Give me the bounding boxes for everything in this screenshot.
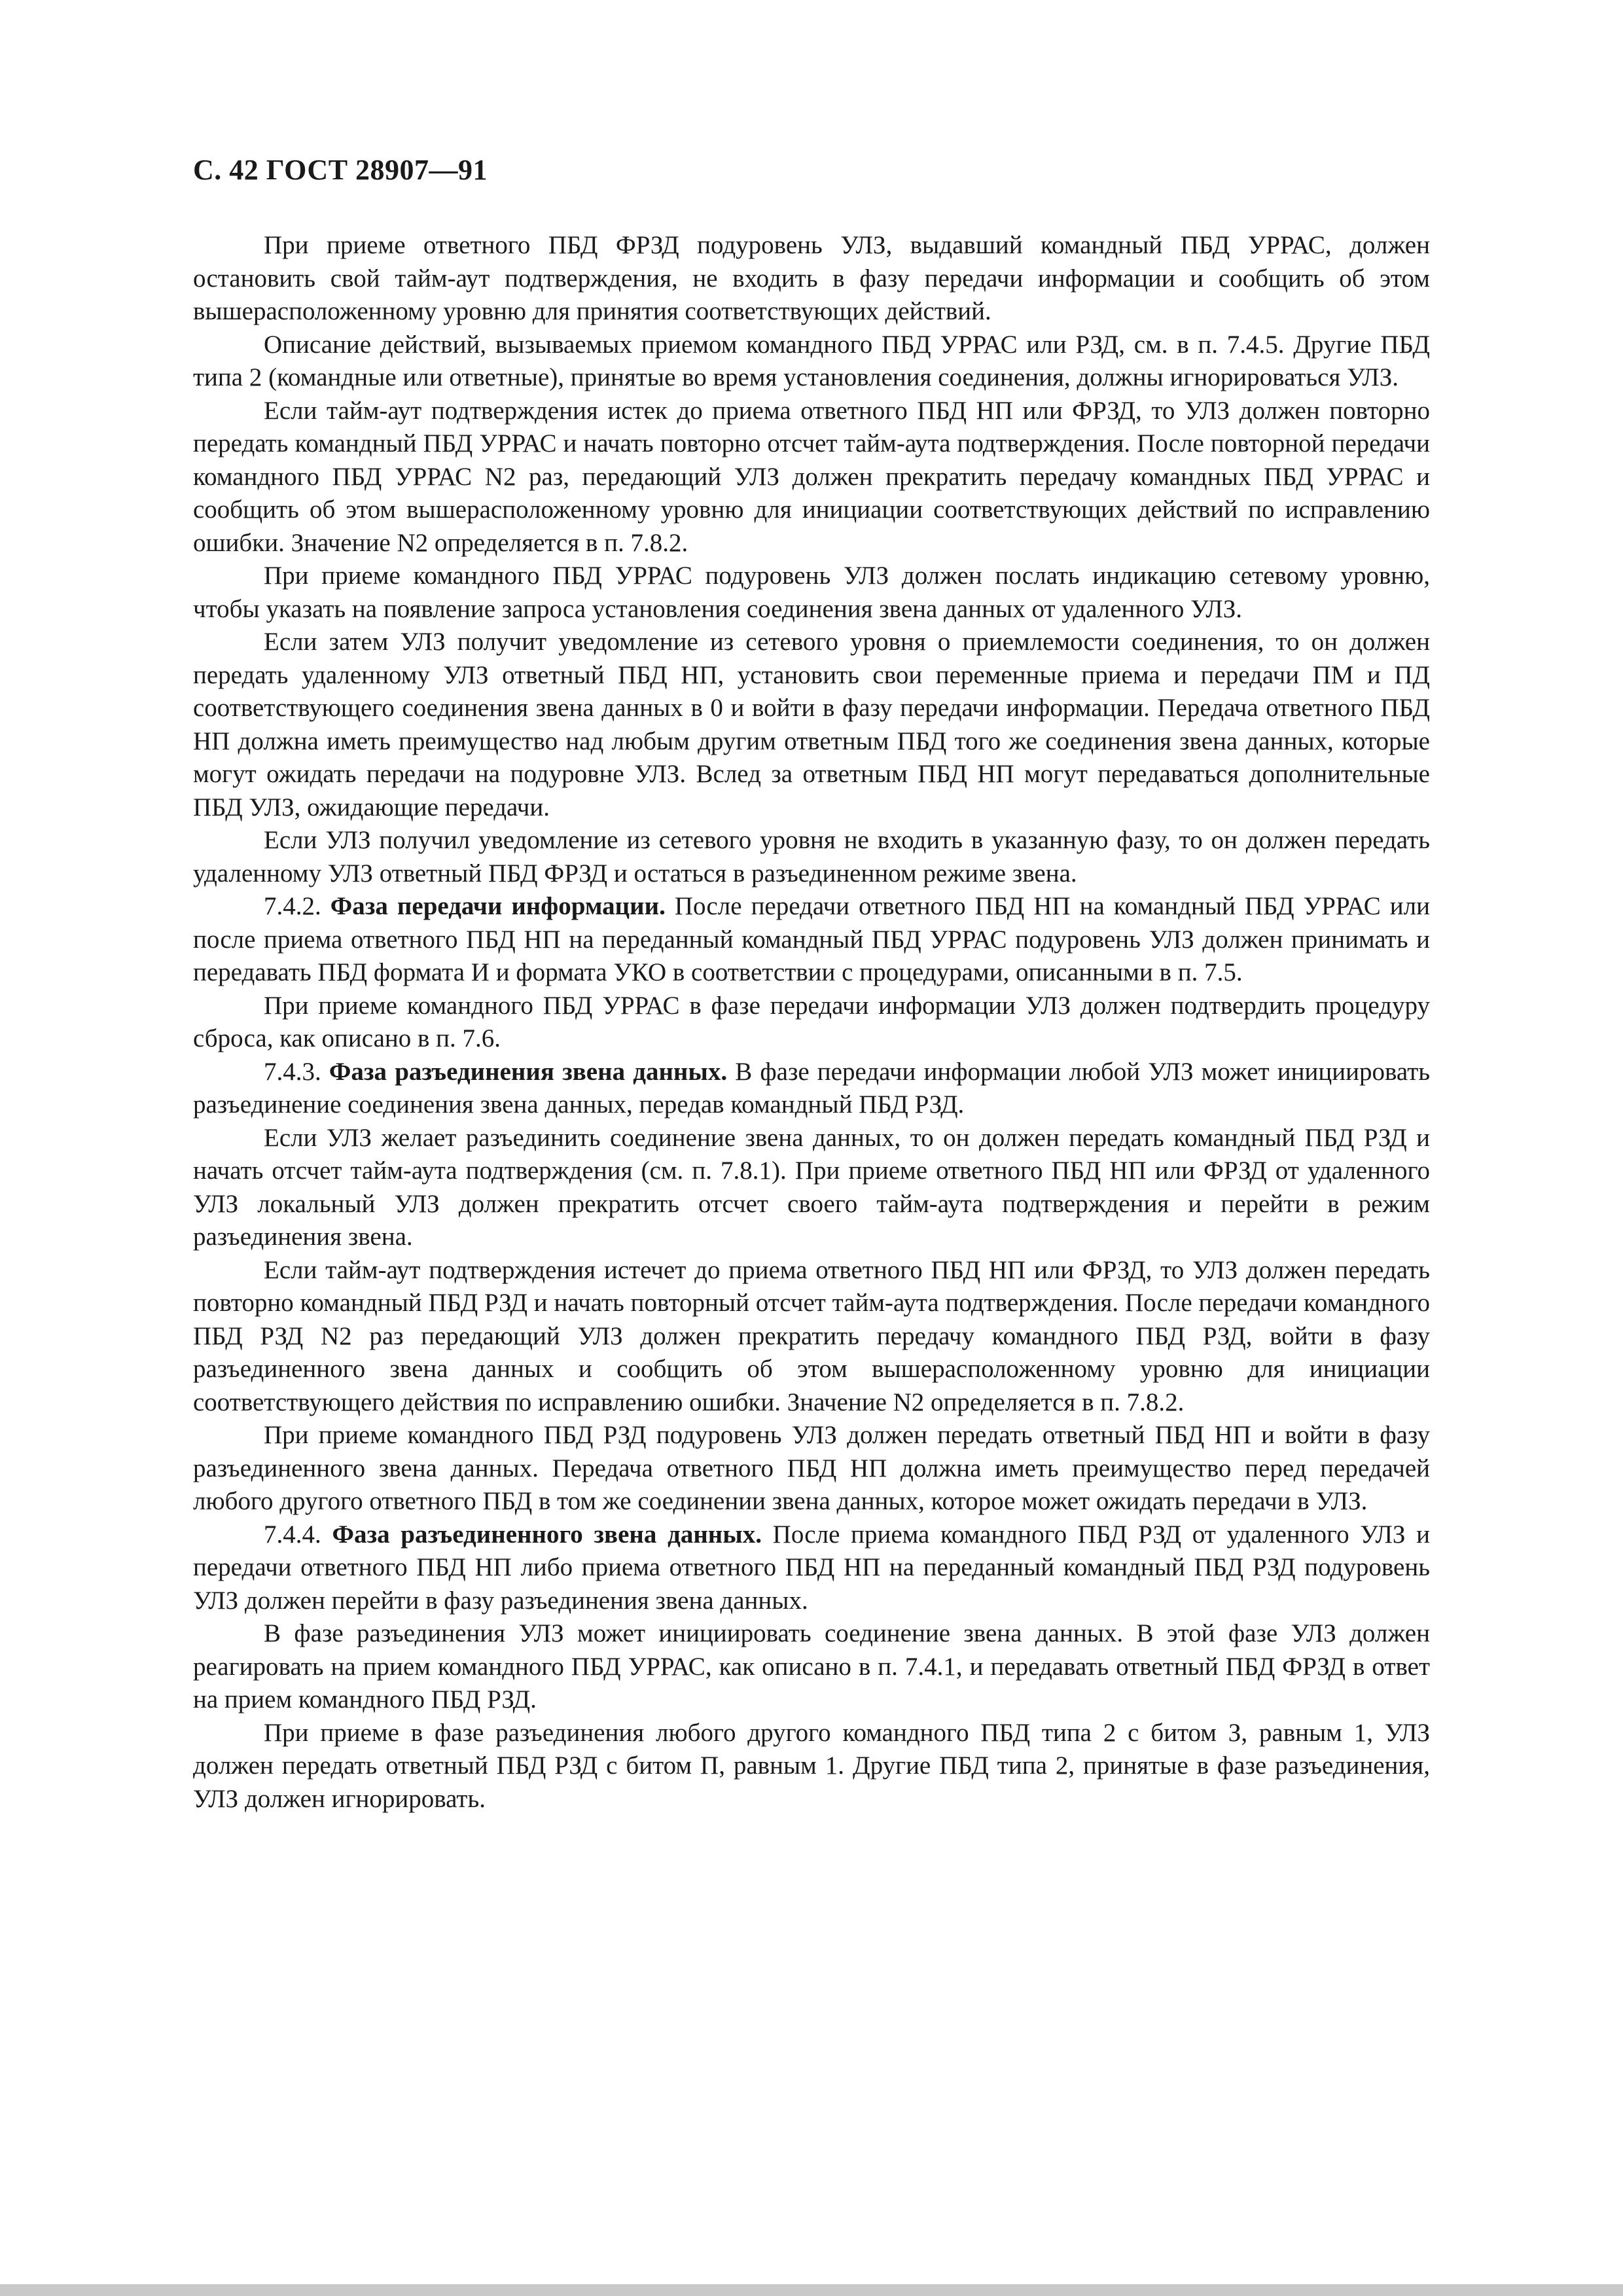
paragraph: При приеме командного ПБД УРРАС в фазе передачи информации УЛЗ должен подтвердить процедуру сброса, как описано в п. 7.6.: [193, 991, 1430, 1052]
paragraph: При приеме ответного ПБД ФРЗД подуровень УЛЗ, выдавший командный ПБД УРРАС, должен остановить свой тайм-аут подтверждения, не входить в фазу передачи информации и сообщить об этом вышерасположенному уровню для принятия соответствующих действий.: [193, 231, 1430, 325]
paragraph: Описание действий, вызываемых приемом командного ПБД УРРАС или РЗД, см. в п. 7.4.5. Другие ПБД типа 2 (командные или ответные), принятые во время установления соединения, должны игнорироваться УЛЗ.: [193, 330, 1430, 391]
page-header: С. 42 ГОСТ 28907—91: [193, 154, 488, 186]
section-paragraph-7-4-4: [193, 1518, 1430, 1618]
section-title: Фаза разъединения звена данных.: [329, 1057, 728, 1086]
section-paragraph-7-4-3: [193, 1056, 1430, 1122]
section-text: В фазе передачи информации любой УЛЗ может инициировать разъединение соединения звена данных, передав командный ПБД РЗД.: [193, 1057, 1431, 1119]
section-title: Фаза разъединенного звена данных.: [332, 1520, 762, 1549]
section-text: После передачи ответного ПБД НП на командный ПБД УРРАС или после приема ответного ПБД НП на переданный командный ПБД УРРАС подуровень УЛЗ должен принимать и передавать ПБД формата И и формата УКО в соответствии с процедурами, описанными в п. 7.5.: [193, 892, 1431, 986]
section-number: 7.4.3.: [264, 1057, 321, 1086]
paragraph: В фазе разъединения УЛЗ может инициировать соединение звена данных. В этой фазе УЛЗ должен реагировать на прием командного ПБД УРРАС, как описано в п. 7.4.1, и передавать ответный ПБД ФРЗД в ответ на прием командного ПБД РЗД.: [193, 1619, 1430, 1713]
section-text: После приема командного ПБД РЗД от удаленного УЛЗ и передачи ответного ПБД НП либо приема ответного ПБД НП на переданный командный ПБД РЗД подуровень УЛЗ должен перейти в фазу разъединения звена данных.: [193, 1520, 1431, 1615]
section-number: 7.4.2.: [264, 892, 321, 920]
paragraph: При приеме командного ПБД РЗД подуровень УЛЗ должен передать ответный ПБД НП и войти в фазу разъединенного звена данных. Передача ответного ПБД НП должна иметь преимущество перед передачей любого другого ответного ПБД в том же соединении звена данных, которое может ожидать передачи в УЛЗ.: [193, 1421, 1430, 1515]
paragraph: Если тайм-аут подтверждения истек до приема ответного ПБД НП или ФРЗД, то УЛЗ должен повторно передать командный ПБД УРРАС и начать повторно отсчет тайм-аута подтверждения. После повторной передачи командного ПБД УРРАС N2 раз, передающий УЛЗ должен прекратить передачу командных ПБД УРРАС и сообщить об этом вышерасположенному уровню для инициации соответствующих действий по исправлению ошибки. Значение N2 определяется в п. 7.8.2.: [193, 396, 1430, 557]
body-text: [193, 229, 1430, 1816]
section-title: Фаза передачи информации.: [330, 892, 666, 920]
paragraph: При приеме командного ПБД УРРАС подуровень УЛЗ должен послать индикацию сетевому уровню, чтобы указать на появление запроса установления соединения звена данных от удаленного УЛЗ.: [193, 562, 1430, 623]
paragraph: Если УЛЗ получил уведомление из сетевого уровня не входить в указанную фазу, то он должен передать удаленному УЛЗ ответный ПБД ФРЗД и остаться в разъединенном режиме звена.: [193, 826, 1430, 888]
section-paragraph-7-4-2: [193, 890, 1430, 990]
paragraph: Если УЛЗ желает разъединить соединение звена данных, то он должен передать командный ПБД РЗД и начать отсчет тайм-аута подтверждения (см. п. 7.8.1). При приеме ответного ПБД НП или ФРЗД от удаленного УЛЗ локальный УЛЗ должен прекратить отсчет своего тайм-аута подтверждения и перейти в режим разъединения звена.: [193, 1123, 1430, 1251]
bottom-border: [0, 2284, 1623, 2296]
section-number: 7.4.4.: [264, 1520, 321, 1549]
paragraph: При приеме в фазе разъединения любого другого командного ПБД типа 2 с битом З, равным 1, УЛЗ должен передать ответный ПБД РЗД с битом П, равным 1. Другие ПБД типа 2, принятые в фазе разъединения, УЛЗ должен игнорировать.: [193, 1718, 1430, 1813]
paragraph: Если затем УЛЗ получит уведомление из сетевого уровня о приемлемости соединения, то он должен передать удаленному УЛЗ ответный ПБД НП, установить свои переменные приема и передачи ПМ и ПД соответствующего соединения звена данных в 0 и войти в фазу передачи информации. Передача ответного ПБД НП должна иметь преимущество над любым другим ответным ПБД того же соединения звена данных, которые могут ожидать передачи на подуровне УЛЗ. Вслед за ответным ПБД НП могут передаваться дополнительные ПБД УЛЗ, ожидающие передачи.: [193, 628, 1430, 821]
paragraph: Если тайм-аут подтверждения истечет до приема ответного ПБД НП или ФРЗД, то УЛЗ должен передать повторно командный ПБД РЗД и начать повторный отсчет тайм-аута подтверждения. После передачи командного ПБД РЗД N2 раз передающий УЛЗ должен прекратить передачу командного ПБД РЗД, войти в фазу разъединенного звена данных и сообщить об этом вышерасположенному уровню для инициации соответствующего действия по исправлению ошибки. Значение N2 определяется в п. 7.8.2.: [193, 1255, 1430, 1416]
